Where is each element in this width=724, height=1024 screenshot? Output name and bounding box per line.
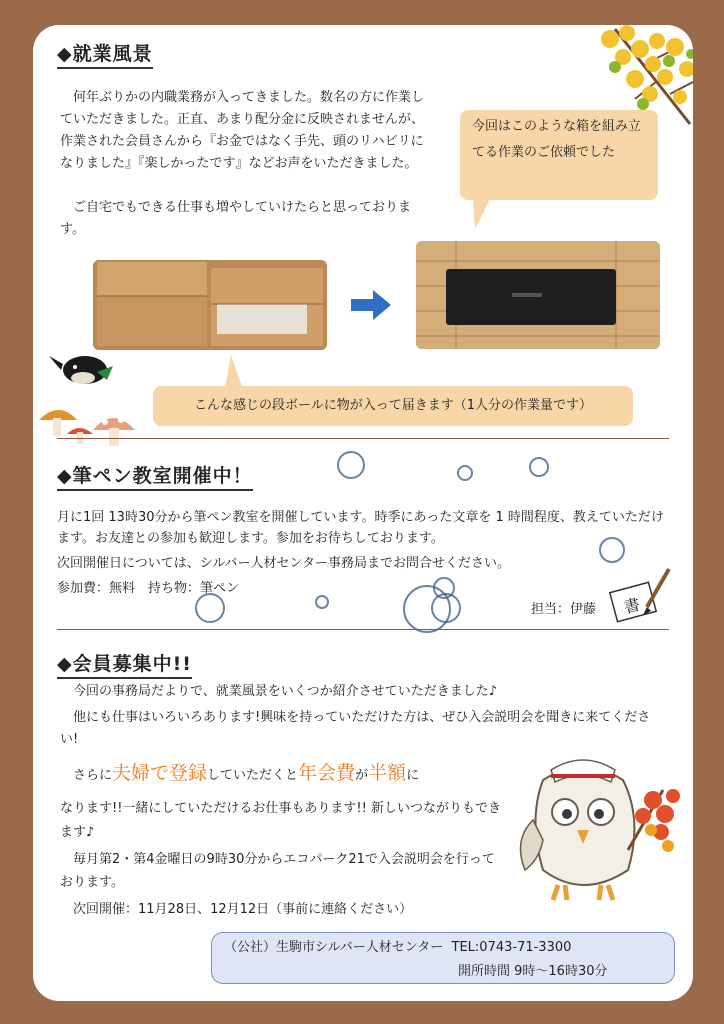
black-box-photo xyxy=(416,241,660,349)
highlight-couple-registration: 夫婦で登録 xyxy=(112,762,208,784)
section2-fee: 参加費：無料 持ち物：筆ペン xyxy=(57,581,240,596)
cardboard-boxes-photo xyxy=(93,260,327,350)
section3-briefing-schedule: 毎月第2・第4金曜日の9時30分からエコパーク21で入会説明会を行っております。 xyxy=(60,852,495,890)
owl-mascot-illustration xyxy=(503,750,683,910)
highlight-half-price: 半額 xyxy=(368,762,407,784)
section3-title: ◆会員募集中!! xyxy=(57,649,192,676)
calligraphy-brush-icon xyxy=(607,563,677,629)
contact-footer xyxy=(211,932,675,984)
section2-inquiry: 次回開催日については、シルバー人材センター事務局までお問合せください。 xyxy=(57,556,510,571)
section2-title: ◆筆ペン教室開催中！ xyxy=(57,461,253,488)
bird-and-mushrooms-illustration xyxy=(37,350,147,450)
highlight-annual-fee: 年会費 xyxy=(298,762,356,784)
section1-title: ◆就業風景 xyxy=(57,39,153,66)
org-name: （公社）生駒市シルバー人材センター xyxy=(224,940,444,955)
newsletter-sheet xyxy=(33,25,693,1001)
phone-number: TEL:0743-71-3300 xyxy=(451,940,572,955)
section3-invitation: 他にも仕事はいろいろあります!興味を持っていただけた方は、ぜひ入会説明会を聞きに来てください! xyxy=(60,710,651,747)
section2-description: 月に1回 13時30分から筆ペン教室を開催しています。時季にあった文章を 1 時間程度、教えていただけます。お友達との参加も歓迎します。参加をお待ちしております。 xyxy=(57,510,664,546)
ink-circle-decoration xyxy=(529,457,549,477)
section3-next-date: 次回開催：11月28日、12月12日（事前に連絡ください） xyxy=(73,902,413,917)
speech-bubble-delivery: こんな感じの段ボールに物が入って届きます（1人分の作業量です） xyxy=(153,386,633,426)
svg-text:書: 書 xyxy=(621,594,643,618)
section1-paragraph1: 何年ぶりかの内職業務が入ってきました。数名の方に作業していただきました。正直、あまり配分金に反映されませんが、作業された会員さんから『お金ではなく手先、頭のリハビリになりました』『楽しかったです』などお声をいただきました。 xyxy=(60,90,425,171)
right-arrow-icon xyxy=(351,290,393,320)
opening-hours: 開所時間 9時～16時30分 xyxy=(458,964,608,979)
ink-circle-decoration xyxy=(457,465,473,481)
section3-couple-discount: さらに夫婦で登録していただくと年会費が半額に xyxy=(73,762,420,784)
bubble-tail xyxy=(471,197,495,231)
section2-person-in-charge: 担当：伊藤 xyxy=(531,602,597,617)
speech-bubble-box-request: 今回はこのような箱を組み立てる作業のご依頼でした xyxy=(460,110,658,200)
section-divider xyxy=(57,629,669,630)
bubble-tail xyxy=(221,355,245,389)
section3-joint-work: なります!!一緒にしていただけるお仕事もあります!! 新しいつながりもできます♪ xyxy=(60,801,501,840)
section-divider xyxy=(57,438,669,439)
section3-intro: 今回の事務局だよりで、就業風景をいくつか紹介させていただきました♪ xyxy=(73,684,498,699)
ink-circle-decoration xyxy=(337,451,365,479)
section1-paragraph2: ご自宅でもできる仕事も増やしていけたらと思っております。 xyxy=(60,200,412,237)
